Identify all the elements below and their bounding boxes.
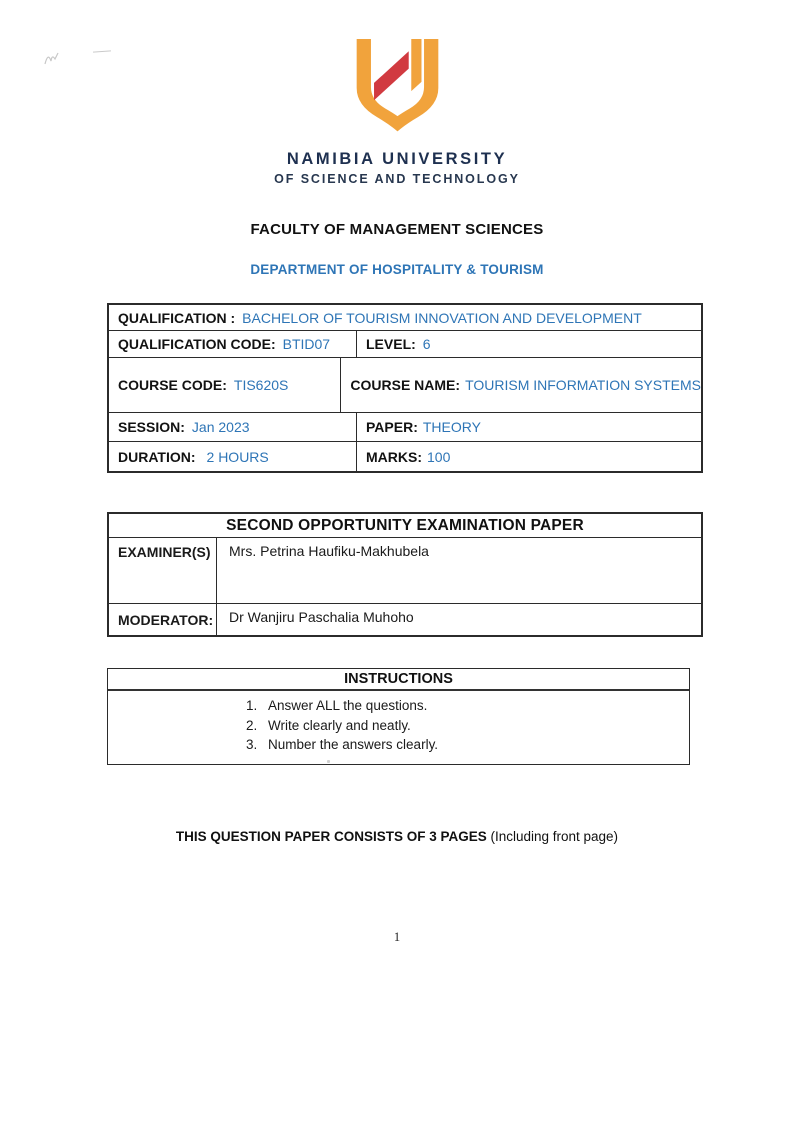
item-number: 1.	[246, 698, 258, 713]
page-count-note-regular: (Including front page)	[486, 829, 619, 844]
page-count-note	[0, 829, 794, 844]
moderator-value: Dr Wanjiru Paschalia Muhoho	[229, 609, 414, 625]
course-code-label: COURSE CODE:	[118, 377, 227, 393]
level-value: 6	[422, 336, 431, 352]
item-number: 2.	[246, 717, 258, 733]
course-code-value: TIS620S	[233, 377, 289, 393]
duration-label: DURATION:	[118, 448, 196, 465]
table-row	[109, 305, 701, 331]
marks-label: MARKS:	[366, 448, 422, 465]
session-value: Jan 2023	[191, 419, 250, 435]
table-cell	[109, 331, 357, 357]
department-heading: DEPARTMENT OF HOSPITALITY & TOURISM	[250, 262, 544, 277]
page-count-note-bold: THIS QUESTION PAPER CONSISTS OF 3 PAGES	[175, 829, 487, 844]
exam-paper-title: SECOND OPPORTUNITY EXAMINATION PAPER	[109, 514, 701, 538]
table-row	[109, 604, 701, 635]
list-item	[246, 696, 689, 716]
examiner-label: EXAMINER(S)	[109, 538, 217, 603]
page-number: 1	[393, 930, 401, 944]
table-row	[109, 413, 701, 442]
level-label: LEVEL:	[366, 336, 416, 352]
list-item	[246, 716, 689, 736]
university-name: NAMIBIA UNIVERSITY	[286, 150, 508, 168]
course-name-value: TOURISM INFORMATION SYSTEMS	[465, 377, 701, 393]
table-row	[109, 358, 701, 413]
table-row	[109, 331, 701, 358]
table-row	[109, 442, 701, 471]
table-cell	[109, 413, 357, 441]
table-cell	[357, 419, 701, 435]
instructions-title: INSTRUCTIONS	[108, 669, 689, 691]
table-cell	[341, 377, 701, 393]
table-cell	[109, 442, 357, 471]
course-name-label: COURSE NAME:	[350, 377, 461, 393]
exam-paper-table	[107, 512, 703, 637]
qualification-value: BACHELOR OF TOURISM INNOVATION AND DEVELOPMENT	[242, 309, 642, 326]
qualification-code-label: QUALIFICATION CODE:	[118, 336, 276, 352]
university-name-line2: OF SCIENCE AND TECHNOLOGY	[274, 172, 520, 186]
course-info-table	[107, 303, 703, 473]
examiner-value: Mrs. Petrina Haufiku-Makhubela	[229, 543, 429, 559]
paper-value: THEORY	[422, 419, 481, 435]
moderator-label: MODERATOR:	[109, 604, 217, 635]
university-shield-icon	[346, 37, 449, 136]
faculty-heading: FACULTY OF MANAGEMENT SCIENCES	[250, 221, 544, 238]
qualification-label: QUALIFICATION :	[118, 309, 236, 326]
list-item	[246, 735, 689, 755]
instructions-list	[108, 691, 689, 764]
table-cell	[357, 336, 701, 352]
item-number: 3.	[246, 737, 258, 752]
item-text: Write clearly and neatly.	[268, 717, 411, 733]
qualification-code-value: BTID07	[282, 336, 331, 352]
paper-label: PAPER:	[366, 419, 418, 435]
duration-value: 2 HOURS	[206, 448, 269, 465]
item-text: Answer ALL the questions.	[268, 698, 428, 713]
session-label: SESSION:	[118, 419, 185, 435]
item-text: Number the answers clearly.	[268, 737, 439, 752]
university-logo-block	[0, 37, 794, 186]
instructions-box	[107, 668, 690, 765]
table-cell	[109, 358, 341, 412]
table-row	[109, 538, 701, 604]
marks-value: 100	[427, 448, 451, 465]
table-cell	[357, 449, 701, 465]
